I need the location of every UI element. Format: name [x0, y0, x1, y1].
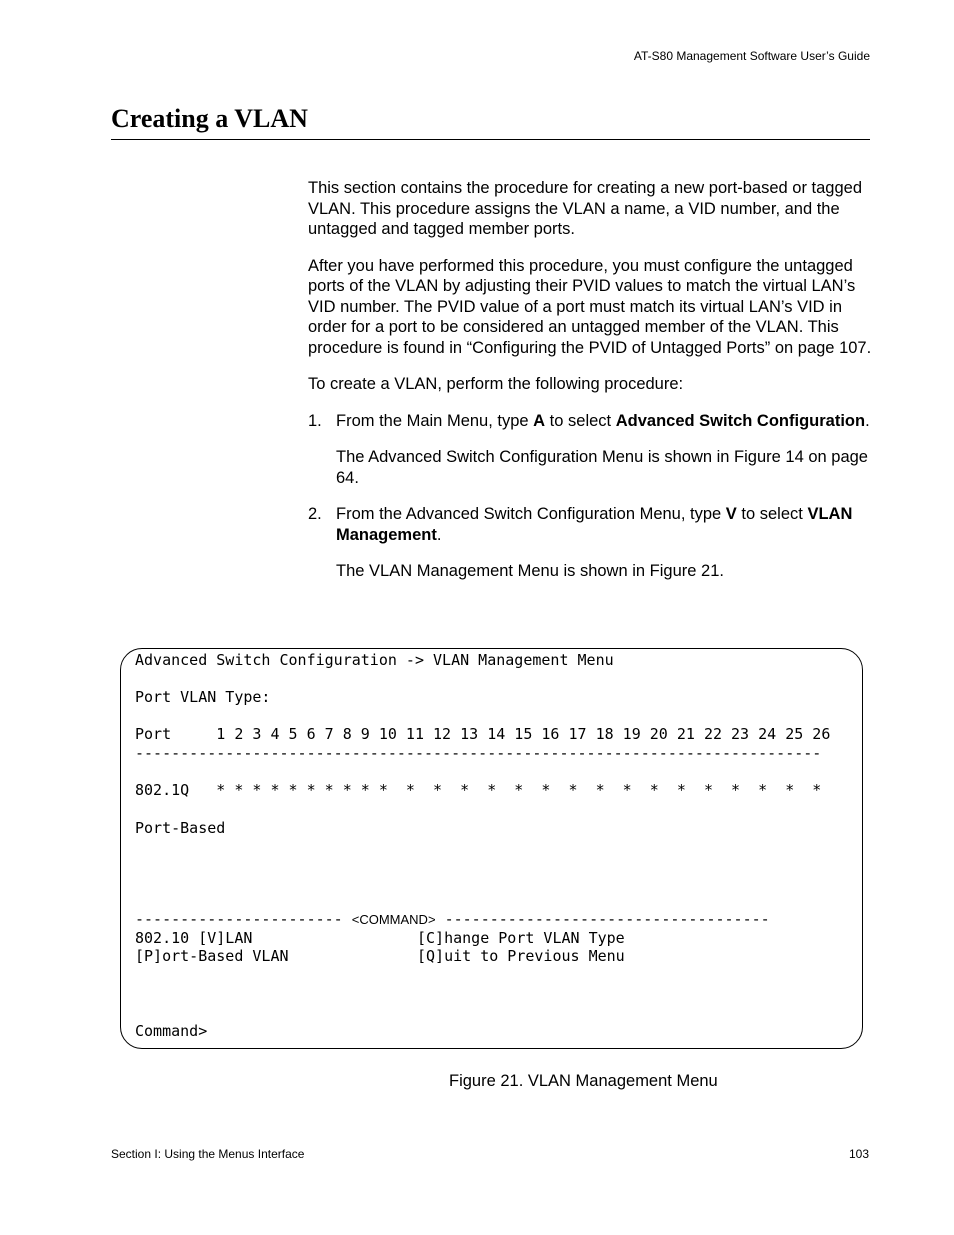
port-header-row: Port 1 2 3 4 5 6 7 8 9 10 11 12 13 14 15 16 17 18 19 20 21 22 23 24 25 26 [135, 725, 831, 743]
step-target: VLAN Management [336, 505, 853, 544]
option-8021q-vlan[interactable]: 802.10 [V]LAN [135, 929, 253, 947]
intro-paragraph: This section contains the procedure for creating a new port-based or tagged VLAN. This procedure assigns the VLAN a name, a VID number, and the untagged and tagged member ports. [308, 179, 862, 238]
running-header: AT-S80 Management Software User’s Guide [633, 49, 870, 63]
step-number: 2. [308, 505, 322, 523]
page-number: 103 [848, 1147, 869, 1161]
row-8021q: 802.1Q * * * * * * * * * * * * * * * * * * * * * * * * * * [135, 781, 822, 799]
step-1: 1. From the Main Menu, type A to select Advanced Switch Configuration. [308, 411, 870, 430]
option-port-based-vlan[interactable]: [P]ort-Based VLAN [135, 947, 289, 965]
figure-caption: Figure 21. VLAN Management Menu [449, 1072, 718, 1090]
pvid-paragraph: After you have performed this procedure, you must configure the untagged ports of the VLAN by adjusting their PVID values to match the virtual LAN’s VID number. The PVID value of a port must match its virtual LAN’s VID in order for a port to be considered an untagged member of the VLAN. This procedure is found in “Configuring the PVID of Untagged Ports” on page 107. [308, 256, 872, 357]
step-2-note: The VLAN Management Menu is shown in Figure 21. [336, 562, 724, 580]
terminal-breadcrumb: Advanced Switch Configuration -> VLAN Management Menu [135, 651, 614, 669]
step-number: 1. [308, 411, 322, 430]
option-change-port-vlan-type[interactable]: [C]hange Port VLAN Type [417, 929, 625, 947]
procedure-intro: To create a VLAN, perform the following procedure: [308, 375, 684, 393]
terminal-screen [135, 651, 860, 1040]
command-separator: ----------------------- <COMMAND> ------------------------------------ [135, 910, 770, 928]
command-prompt[interactable]: Command> [135, 1022, 208, 1040]
step-key: A [533, 411, 546, 430]
option-quit[interactable]: [Q]uit to Previous Menu [417, 947, 625, 965]
command-label: <COMMAND> [351, 912, 436, 927]
body-text [308, 178, 873, 598]
section-title: Creating a VLAN [111, 104, 308, 133]
row-port-based: Port-Based [135, 819, 226, 837]
separator-line: ---------------------------------------------------------------------------- [135, 744, 822, 762]
step-2: 2. From the Advanced Switch Configuration Menu, type V to select VLAN Management. [308, 505, 853, 544]
footer-section: Section I: Using the Menus Interface [111, 1147, 305, 1161]
step-key: V [725, 505, 737, 523]
title-rule [111, 139, 870, 140]
step-target: Advanced Switch Configuration [615, 411, 866, 430]
step-1-note: The Advanced Switch Configuration Menu is shown in Figure 14 on page 64. [336, 448, 868, 487]
port-vlan-type-label: Port VLAN Type: [135, 688, 271, 706]
